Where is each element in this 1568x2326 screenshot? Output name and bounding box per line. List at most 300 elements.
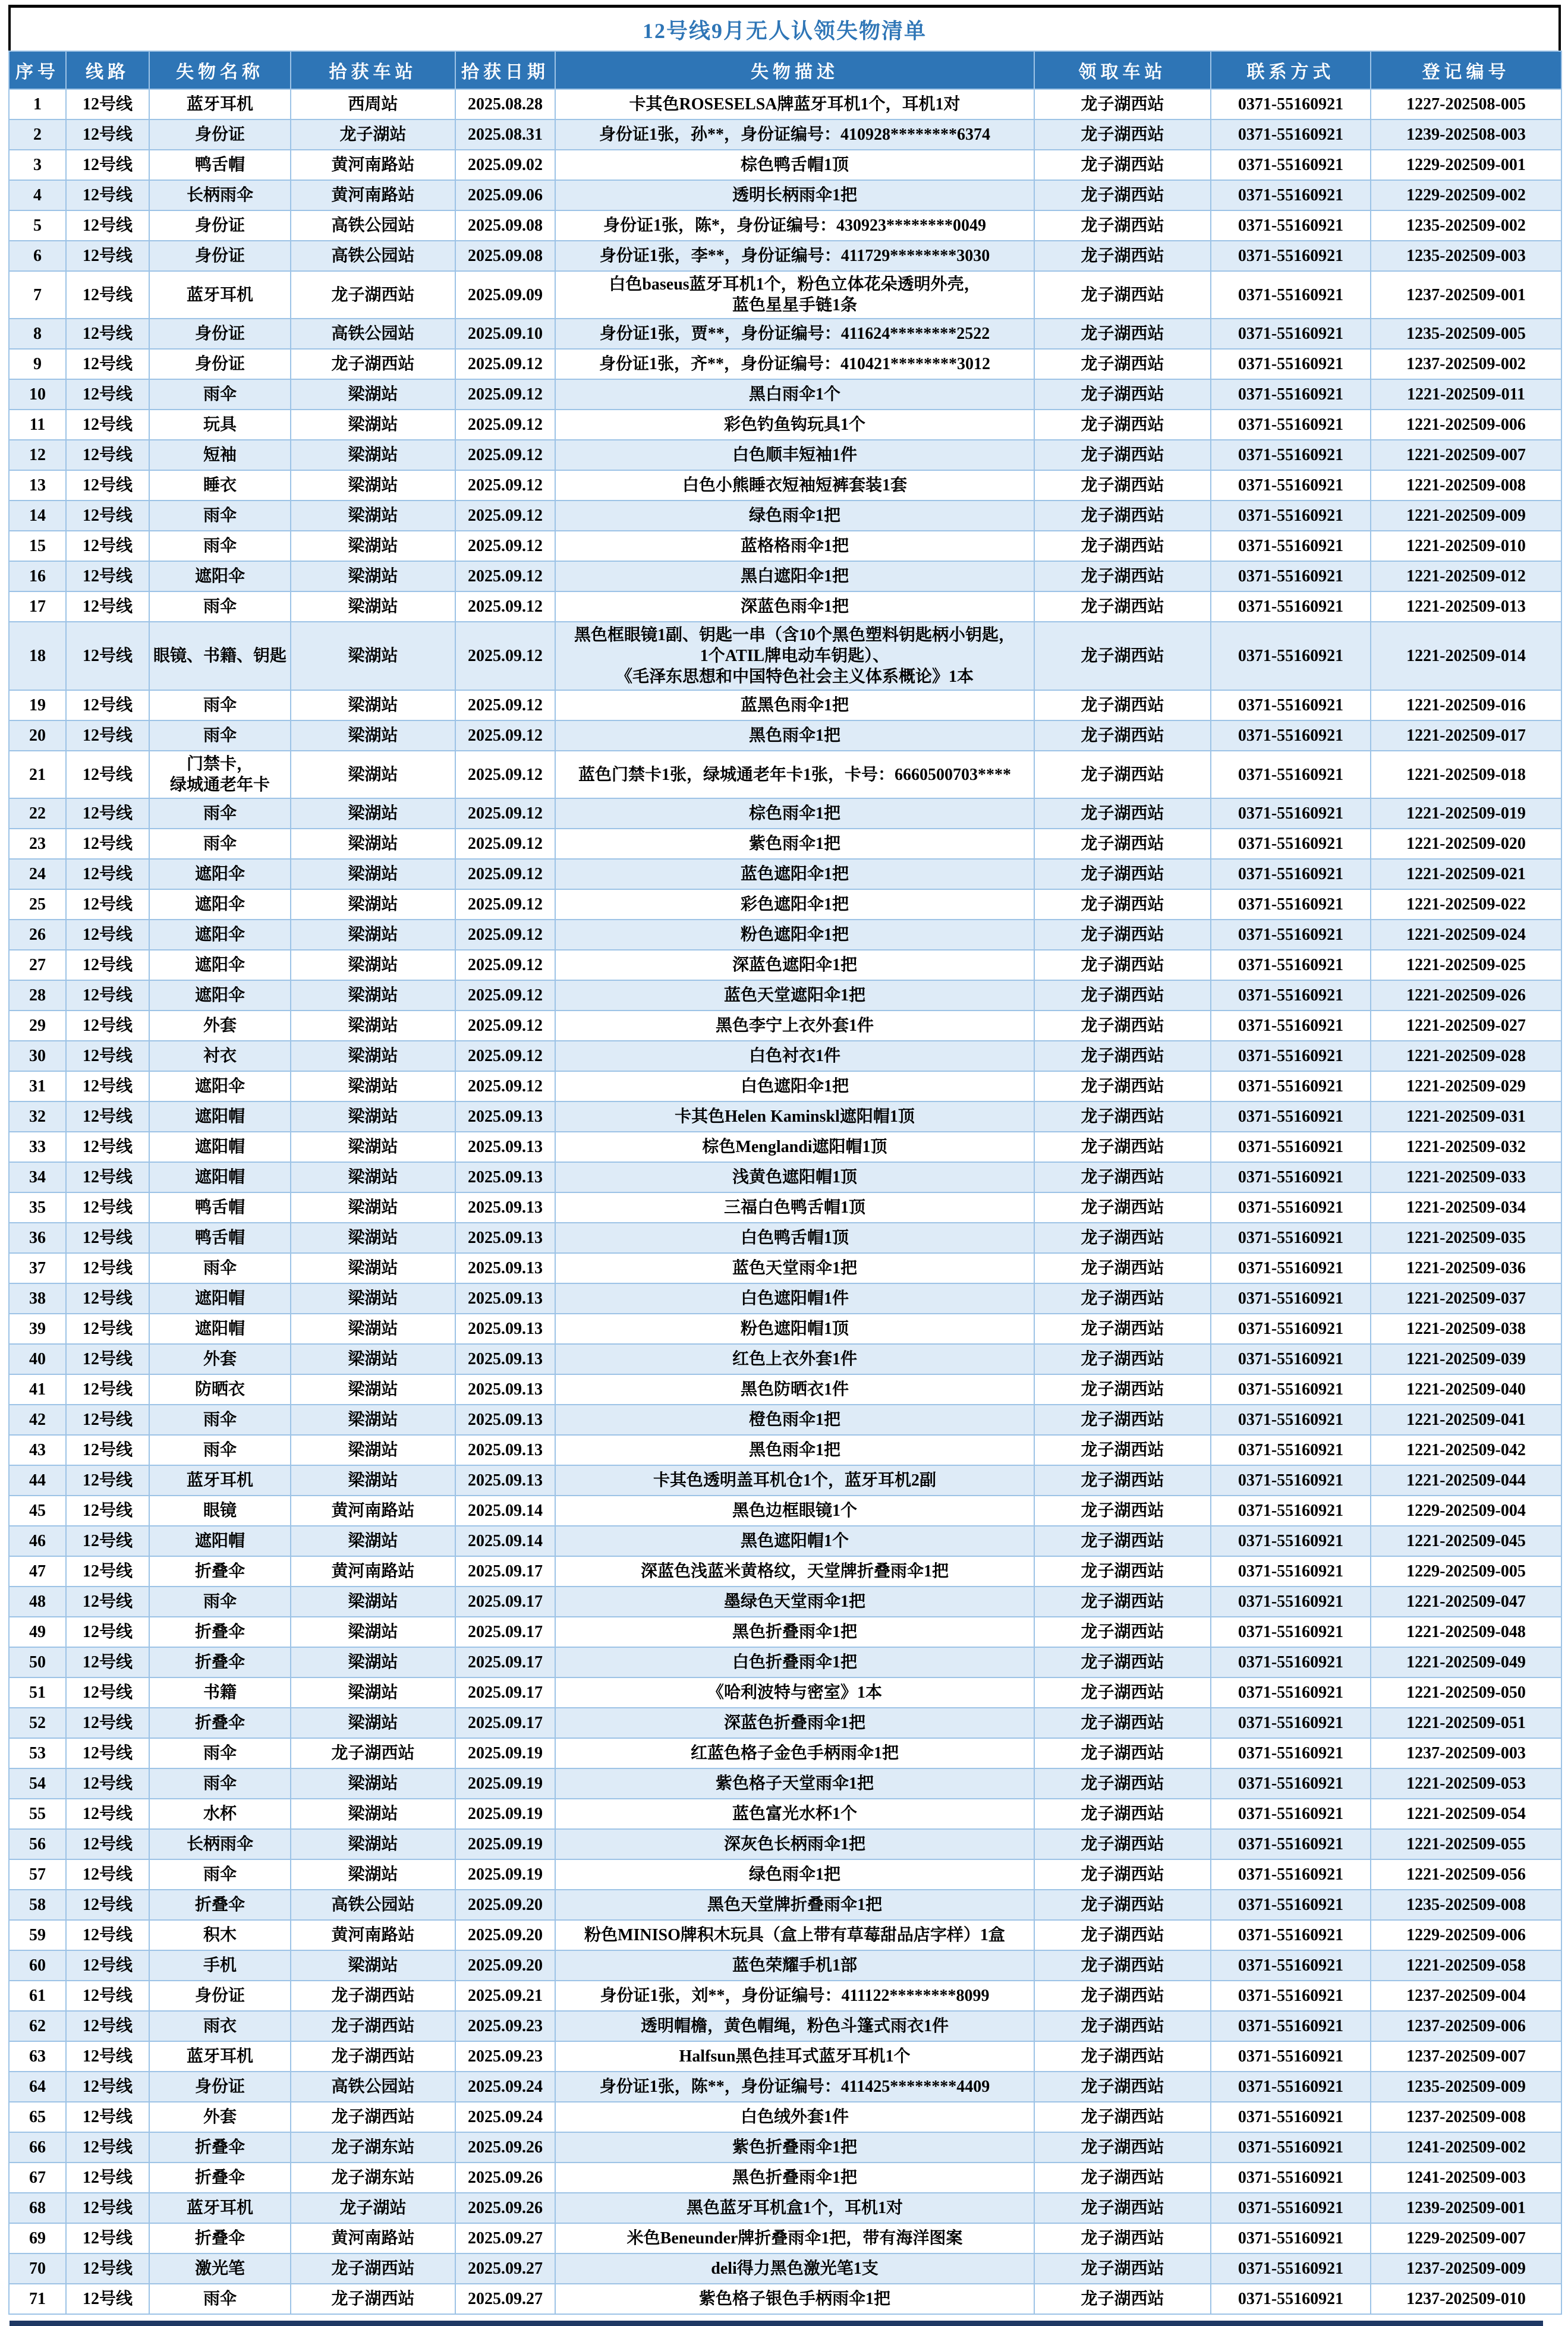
cell-found-station: 梁湖站 <box>291 622 455 690</box>
cell-item-name: 雨伞 <box>149 798 291 829</box>
cell-contact: 0371-55160921 <box>1211 1890 1371 1920</box>
lost-items-sheet <box>8 5 1561 2315</box>
cell-line: 12号线 <box>66 1314 149 1344</box>
cell-line: 12号线 <box>66 2193 149 2223</box>
cell-item-name: 遮阳伞 <box>149 561 291 591</box>
table-row <box>9 1132 1561 1162</box>
cell-contact: 0371-55160921 <box>1211 1041 1371 1071</box>
cell-item-name: 外套 <box>149 2102 291 2132</box>
cell-contact: 0371-55160921 <box>1211 1738 1371 1768</box>
cell-found-station: 梁湖站 <box>291 690 455 720</box>
cell-found-station: 梁湖站 <box>291 980 455 1011</box>
cell-description: 红色上衣外套1件 <box>555 1344 1034 1374</box>
cell-seq: 68 <box>9 2193 66 2223</box>
cell-description: 粉色遮阳伞1把 <box>555 920 1034 950</box>
cell-line: 12号线 <box>66 1041 149 1071</box>
cell-contact: 0371-55160921 <box>1211 889 1371 920</box>
cell-item-name: 雨伞 <box>149 1253 291 1283</box>
cell-description: 粉色MINISO牌积木玩具（盒上带有草莓甜品店字样）1盒 <box>555 1920 1034 1950</box>
cell-registration-no: 1221-202509-058 <box>1371 1950 1561 1981</box>
cell-description: 棕色Menglandi遮阳帽1顶 <box>555 1132 1034 1162</box>
cell-contact: 0371-55160921 <box>1211 1011 1371 1041</box>
cell-contact: 0371-55160921 <box>1211 1617 1371 1647</box>
cell-seq: 55 <box>9 1799 66 1829</box>
cell-item-name: 遮阳伞 <box>149 980 291 1011</box>
cell-registration-no: 1237-202509-004 <box>1371 1981 1561 2011</box>
cell-item-name: 衬衣 <box>149 1041 291 1071</box>
cell-found-station: 龙子湖西站 <box>291 349 455 379</box>
cell-description: 黑色框眼镜1副、钥匙一串（含10个黑色塑料钥匙柄小钥匙，1个ATIL牌电动车钥匙）、《毛泽东思想和中国特色社会主义体系概论》1本 <box>555 622 1034 690</box>
cell-found-station: 梁湖站 <box>291 1374 455 1405</box>
cell-line: 12号线 <box>66 622 149 690</box>
cell-registration-no: 1229-202509-006 <box>1371 1920 1561 1950</box>
cell-pickup-station: 龙子湖西站 <box>1034 271 1211 319</box>
cell-registration-no: 1237-202509-001 <box>1371 271 1561 319</box>
cell-description: 卡其色ROSESELSA牌蓝牙耳机1个，耳机1对 <box>555 89 1034 119</box>
cell-seq: 56 <box>9 1829 66 1859</box>
cell-pickup-station: 龙子湖西站 <box>1034 1556 1211 1587</box>
cell-item-name: 外套 <box>149 1011 291 1041</box>
cell-description: 白色baseus蓝牙耳机1个，粉色立体花朵透明外壳，蓝色星星手链1条 <box>555 271 1034 319</box>
cell-contact: 0371-55160921 <box>1211 1677 1371 1708</box>
cell-found-date: 2025.09.12 <box>455 1041 555 1071</box>
cell-registration-no: 1237-202509-006 <box>1371 2011 1561 2041</box>
cell-found-date: 2025.09.12 <box>455 980 555 1011</box>
cell-registration-no: 1221-202509-009 <box>1371 501 1561 531</box>
cell-found-station: 龙子湖西站 <box>291 2102 455 2132</box>
column-header-registration-no: 登记编号 <box>1371 51 1561 89</box>
cell-pickup-station: 龙子湖西站 <box>1034 798 1211 829</box>
cell-found-date: 2025.09.12 <box>455 690 555 720</box>
cell-description: 米色Beneunder牌折叠雨伞1把，带有海洋图案 <box>555 2223 1034 2253</box>
cell-contact: 0371-55160921 <box>1211 1071 1371 1101</box>
cell-found-date: 2025.09.13 <box>455 1132 555 1162</box>
cell-item-name: 外套 <box>149 1344 291 1374</box>
cell-contact: 0371-55160921 <box>1211 210 1371 241</box>
cell-contact: 0371-55160921 <box>1211 89 1371 119</box>
cell-contact: 0371-55160921 <box>1211 531 1371 561</box>
table-row <box>9 1708 1561 1738</box>
cell-found-date: 2025.09.09 <box>455 271 555 319</box>
cell-found-date: 2025.09.26 <box>455 2132 555 2163</box>
cell-found-station: 高铁公园站 <box>291 1890 455 1920</box>
cell-pickup-station: 龙子湖西站 <box>1034 720 1211 751</box>
cell-registration-no: 1221-202509-055 <box>1371 1829 1561 1859</box>
column-header-found-date: 拾获日期 <box>455 51 555 89</box>
cell-item-name: 短袖 <box>149 440 291 470</box>
cell-seq: 1 <box>9 89 66 119</box>
cell-description: 浅黄色遮阳帽1顶 <box>555 1162 1034 1192</box>
cell-description: 蓝色天堂遮阳伞1把 <box>555 980 1034 1011</box>
cell-description: 蓝黑色雨伞1把 <box>555 690 1034 720</box>
cell-seq: 15 <box>9 531 66 561</box>
cell-item-name: 水杯 <box>149 1799 291 1829</box>
cell-registration-no: 1221-202509-027 <box>1371 1011 1561 1041</box>
cell-item-name: 折叠伞 <box>149 2132 291 2163</box>
cell-registration-no: 1229-202509-001 <box>1371 150 1561 180</box>
table-row <box>9 1374 1561 1405</box>
cell-item-name: 玩具 <box>149 410 291 440</box>
cell-registration-no: 1221-202509-031 <box>1371 1101 1561 1132</box>
cell-found-date: 2025.09.19 <box>455 1829 555 1859</box>
cell-registration-no: 1235-202509-003 <box>1371 241 1561 271</box>
cell-found-date: 2025.09.12 <box>455 751 555 798</box>
cell-contact: 0371-55160921 <box>1211 1647 1371 1677</box>
cell-registration-no: 1221-202509-006 <box>1371 410 1561 440</box>
cell-line: 12号线 <box>66 859 149 889</box>
cell-registration-no: 1239-202509-001 <box>1371 2193 1561 2223</box>
cell-description: 紫色格子天堂雨伞1把 <box>555 1768 1034 1799</box>
table-row <box>9 1344 1561 1374</box>
cell-pickup-station: 龙子湖西站 <box>1034 1465 1211 1496</box>
cell-item-name: 雨伞 <box>149 1859 291 1890</box>
cell-registration-no: 1221-202509-036 <box>1371 1253 1561 1283</box>
cell-registration-no: 1239-202508-003 <box>1371 119 1561 150</box>
table-header <box>9 51 1561 89</box>
cell-found-date: 2025.09.19 <box>455 1768 555 1799</box>
table-row <box>9 1405 1561 1435</box>
cell-found-date: 2025.09.12 <box>455 798 555 829</box>
cell-description: 身份证1张，陈*，身份证编号：430923********0049 <box>555 210 1034 241</box>
cell-description: Halfsun黑色挂耳式蓝牙耳机1个 <box>555 2041 1034 2072</box>
cell-description: 黑色防晒衣1件 <box>555 1374 1034 1405</box>
cell-line: 12号线 <box>66 1101 149 1132</box>
cell-item-name: 书籍 <box>149 1677 291 1708</box>
cell-registration-no: 1221-202509-016 <box>1371 690 1561 720</box>
cell-found-date: 2025.09.12 <box>455 950 555 980</box>
cell-item-name: 折叠伞 <box>149 1647 291 1677</box>
cell-found-date: 2025.09.13 <box>455 1162 555 1192</box>
cell-seq: 7 <box>9 271 66 319</box>
cell-description: 彩色遮阳伞1把 <box>555 889 1034 920</box>
cell-found-date: 2025.09.12 <box>455 829 555 859</box>
cell-line: 12号线 <box>66 920 149 950</box>
cell-registration-no: 1221-202509-028 <box>1371 1041 1561 1071</box>
cell-found-station: 梁湖站 <box>291 1587 455 1617</box>
table-row <box>9 1950 1561 1981</box>
cell-registration-no: 1237-202509-002 <box>1371 349 1561 379</box>
cell-contact: 0371-55160921 <box>1211 440 1371 470</box>
cell-found-station: 梁湖站 <box>291 531 455 561</box>
cell-pickup-station: 龙子湖西站 <box>1034 1283 1211 1314</box>
cell-found-station: 高铁公园站 <box>291 319 455 349</box>
cell-item-name: 折叠伞 <box>149 1617 291 1647</box>
cell-registration-no: 1221-202509-007 <box>1371 440 1561 470</box>
cell-line: 12号线 <box>66 1981 149 2011</box>
table-row <box>9 920 1561 950</box>
table-row <box>9 470 1561 501</box>
cell-pickup-station: 龙子湖西站 <box>1034 561 1211 591</box>
cell-found-station: 黄河南路站 <box>291 2223 455 2253</box>
cell-pickup-station: 龙子湖西站 <box>1034 1374 1211 1405</box>
cell-pickup-station: 龙子湖西站 <box>1034 440 1211 470</box>
cell-line: 12号线 <box>66 1465 149 1496</box>
cell-description: 黑白遮阳伞1把 <box>555 561 1034 591</box>
cell-contact: 0371-55160921 <box>1211 501 1371 531</box>
cell-item-name: 雨伞 <box>149 1405 291 1435</box>
cell-found-date: 2025.09.20 <box>455 1890 555 1920</box>
cell-description: 透明长柄雨伞1把 <box>555 180 1034 210</box>
cell-seq: 57 <box>9 1859 66 1890</box>
cell-registration-no: 1221-202509-041 <box>1371 1405 1561 1435</box>
cell-registration-no: 1221-202509-045 <box>1371 1526 1561 1556</box>
cell-found-station: 梁湖站 <box>291 1950 455 1981</box>
cell-line: 12号线 <box>66 561 149 591</box>
cell-line: 12号线 <box>66 410 149 440</box>
cell-contact: 0371-55160921 <box>1211 180 1371 210</box>
cell-seq: 44 <box>9 1465 66 1496</box>
cell-contact: 0371-55160921 <box>1211 2284 1371 2314</box>
cell-found-date: 2025.09.23 <box>455 2011 555 2041</box>
cell-line: 12号线 <box>66 1344 149 1374</box>
cell-contact: 0371-55160921 <box>1211 920 1371 950</box>
table-row <box>9 1071 1561 1101</box>
cell-found-date: 2025.09.17 <box>455 1677 555 1708</box>
cell-line: 12号线 <box>66 950 149 980</box>
cell-seq: 50 <box>9 1647 66 1677</box>
cell-found-station: 梁湖站 <box>291 440 455 470</box>
cell-registration-no: 1221-202509-054 <box>1371 1799 1561 1829</box>
cell-seq: 45 <box>9 1496 66 1526</box>
cell-found-station: 梁湖站 <box>291 920 455 950</box>
cell-contact: 0371-55160921 <box>1211 1981 1371 2011</box>
cell-found-date: 2025.09.13 <box>455 1314 555 1344</box>
cell-item-name: 激光笔 <box>149 2253 291 2284</box>
cell-line: 12号线 <box>66 1708 149 1738</box>
cell-contact: 0371-55160921 <box>1211 591 1371 622</box>
cell-seq: 54 <box>9 1768 66 1799</box>
cell-registration-no: 1237-202509-007 <box>1371 2041 1561 2072</box>
cell-item-name: 雨伞 <box>149 531 291 561</box>
cell-found-date: 2025.09.13 <box>455 1192 555 1223</box>
cell-found-date: 2025.09.17 <box>455 1556 555 1587</box>
cell-contact: 0371-55160921 <box>1211 2072 1371 2102</box>
table-row <box>9 1981 1561 2011</box>
table-row <box>9 1617 1561 1647</box>
cell-registration-no: 1235-202509-008 <box>1371 1890 1561 1920</box>
table-row <box>9 89 1561 119</box>
cell-line: 12号线 <box>66 2102 149 2132</box>
page-title: 12号线9月无人认领失物清单 <box>642 18 927 43</box>
cell-description: 蓝色门禁卡1张，绿城通老年卡1张，卡号：6660500703**** <box>555 751 1034 798</box>
cell-item-name: 长柄雨伞 <box>149 180 291 210</box>
cell-found-date: 2025.09.12 <box>455 591 555 622</box>
cell-item-name: 身份证 <box>149 2072 291 2102</box>
cell-pickup-station: 龙子湖西站 <box>1034 1101 1211 1132</box>
cell-registration-no: 1221-202509-020 <box>1371 829 1561 859</box>
cell-registration-no: 1221-202509-048 <box>1371 1617 1561 1647</box>
cell-registration-no: 1229-202509-004 <box>1371 1496 1561 1526</box>
cell-found-date: 2025.09.02 <box>455 150 555 180</box>
cell-registration-no: 1221-202509-056 <box>1371 1859 1561 1890</box>
cell-line: 12号线 <box>66 1647 149 1677</box>
cell-contact: 0371-55160921 <box>1211 2253 1371 2284</box>
table-row <box>9 1829 1561 1859</box>
cell-item-name: 蓝牙耳机 <box>149 2041 291 2072</box>
cell-pickup-station: 龙子湖西站 <box>1034 319 1211 349</box>
cell-item-name: 雨伞 <box>149 1587 291 1617</box>
table-row <box>9 1162 1561 1192</box>
cell-registration-no: 1221-202509-011 <box>1371 379 1561 410</box>
cell-found-date: 2025.09.13 <box>455 1435 555 1465</box>
table-row <box>9 1496 1561 1526</box>
cell-pickup-station: 龙子湖西站 <box>1034 1587 1211 1617</box>
cell-pickup-station: 龙子湖西站 <box>1034 1344 1211 1374</box>
cell-item-name: 蓝牙耳机 <box>149 2193 291 2223</box>
cell-contact: 0371-55160921 <box>1211 271 1371 319</box>
cell-item-name: 身份证 <box>149 319 291 349</box>
cell-pickup-station: 龙子湖西站 <box>1034 1768 1211 1799</box>
cell-seq: 26 <box>9 920 66 950</box>
cell-seq: 69 <box>9 2223 66 2253</box>
cell-pickup-station: 龙子湖西站 <box>1034 241 1211 271</box>
cell-seq: 6 <box>9 241 66 271</box>
cell-description: 白色衬衣1件 <box>555 1041 1034 1071</box>
cell-description: 黑色李宁上衣外套1件 <box>555 1011 1034 1041</box>
cell-found-date: 2025.09.08 <box>455 210 555 241</box>
cell-item-name: 眼镜、书籍、钥匙 <box>149 622 291 690</box>
cell-registration-no: 1221-202509-026 <box>1371 980 1561 1011</box>
cell-contact: 0371-55160921 <box>1211 119 1371 150</box>
cell-found-station: 梁湖站 <box>291 1859 455 1890</box>
cell-item-name: 遮阳伞 <box>149 1071 291 1101</box>
cell-seq: 17 <box>9 591 66 622</box>
cell-line: 12号线 <box>66 591 149 622</box>
cell-seq: 32 <box>9 1101 66 1132</box>
cell-pickup-station: 龙子湖西站 <box>1034 2223 1211 2253</box>
cell-item-name: 遮阳帽 <box>149 1132 291 1162</box>
cell-description: 紫色雨伞1把 <box>555 829 1034 859</box>
cell-contact: 0371-55160921 <box>1211 1829 1371 1859</box>
cell-pickup-station: 龙子湖西站 <box>1034 920 1211 950</box>
cell-contact: 0371-55160921 <box>1211 150 1371 180</box>
table-row <box>9 980 1561 1011</box>
cell-seq: 9 <box>9 349 66 379</box>
cell-description: 白色遮阳伞1把 <box>555 1071 1034 1101</box>
cell-line: 12号线 <box>66 889 149 920</box>
table-row <box>9 829 1561 859</box>
cell-seq: 42 <box>9 1405 66 1435</box>
table-row <box>9 1677 1561 1708</box>
cell-found-station: 龙子湖西站 <box>291 2011 455 2041</box>
cell-found-date: 2025.09.10 <box>455 319 555 349</box>
cell-pickup-station: 龙子湖西站 <box>1034 1223 1211 1253</box>
cell-found-station: 梁湖站 <box>291 591 455 622</box>
cell-found-station: 梁湖站 <box>291 1677 455 1708</box>
table-body <box>9 89 1561 2314</box>
cell-pickup-station: 龙子湖西站 <box>1034 1496 1211 1526</box>
cell-line: 12号线 <box>66 1071 149 1101</box>
cell-found-station: 梁湖站 <box>291 1465 455 1496</box>
cell-pickup-station: 龙子湖西站 <box>1034 1981 1211 2011</box>
table-row <box>9 1253 1561 1283</box>
cell-found-station: 高铁公园站 <box>291 210 455 241</box>
cell-found-date: 2025.09.12 <box>455 379 555 410</box>
cell-pickup-station: 龙子湖西站 <box>1034 1617 1211 1647</box>
cell-line: 12号线 <box>66 1617 149 1647</box>
table-row <box>9 1465 1561 1496</box>
column-header-contact: 联系方式 <box>1211 51 1371 89</box>
cell-seq: 20 <box>9 720 66 751</box>
cell-pickup-station: 龙子湖西站 <box>1034 1647 1211 1677</box>
cell-item-name: 门禁卡，绿城通老年卡 <box>149 751 291 798</box>
column-header-pickup-station: 领取车站 <box>1034 51 1211 89</box>
cell-found-station: 龙子湖西站 <box>291 271 455 319</box>
cell-found-date: 2025.09.12 <box>455 920 555 950</box>
cell-contact: 0371-55160921 <box>1211 1465 1371 1496</box>
cell-found-station: 梁湖站 <box>291 720 455 751</box>
cell-contact: 0371-55160921 <box>1211 1192 1371 1223</box>
cell-found-station: 梁湖站 <box>291 751 455 798</box>
cell-item-name: 折叠伞 <box>149 1708 291 1738</box>
cell-registration-no: 1221-202509-022 <box>1371 889 1561 920</box>
cell-contact: 0371-55160921 <box>1211 349 1371 379</box>
cell-pickup-station: 龙子湖西站 <box>1034 1435 1211 1465</box>
cell-seq: 4 <box>9 180 66 210</box>
cell-contact: 0371-55160921 <box>1211 241 1371 271</box>
cell-description: 三福白色鸭舌帽1顶 <box>555 1192 1034 1223</box>
cell-description: 蓝格格雨伞1把 <box>555 531 1034 561</box>
cell-line: 12号线 <box>66 119 149 150</box>
cell-seq: 43 <box>9 1435 66 1465</box>
cell-item-name: 雨伞 <box>149 720 291 751</box>
cell-seq: 21 <box>9 751 66 798</box>
cell-found-station: 梁湖站 <box>291 798 455 829</box>
cell-line: 12号线 <box>66 1283 149 1314</box>
cell-registration-no: 1221-202509-033 <box>1371 1162 1561 1192</box>
cell-line: 12号线 <box>66 180 149 210</box>
cell-description: 蓝色富光水杯1个 <box>555 1799 1034 1829</box>
cell-pickup-station: 龙子湖西站 <box>1034 1041 1211 1071</box>
cell-description: 身份证1张，孙**，身份证编号：410928********6374 <box>555 119 1034 150</box>
cell-found-date: 2025.09.12 <box>455 349 555 379</box>
cell-item-name: 雨伞 <box>149 1738 291 1768</box>
cell-item-name: 遮阳伞 <box>149 950 291 980</box>
cell-description: 深蓝色折叠雨伞1把 <box>555 1708 1034 1738</box>
table-row <box>9 2132 1561 2163</box>
table-row <box>9 2193 1561 2223</box>
cell-found-station: 梁湖站 <box>291 1405 455 1435</box>
cell-description: 黑色遮阳帽1个 <box>555 1526 1034 1556</box>
cell-item-name: 眼镜 <box>149 1496 291 1526</box>
column-header-item-name: 失物名称 <box>149 51 291 89</box>
cell-contact: 0371-55160921 <box>1211 622 1371 690</box>
cell-pickup-station: 龙子湖西站 <box>1034 859 1211 889</box>
cell-pickup-station: 龙子湖西站 <box>1034 1071 1211 1101</box>
table-row <box>9 889 1561 920</box>
cell-found-station: 黄河南路站 <box>291 180 455 210</box>
cell-seq: 18 <box>9 622 66 690</box>
cell-found-date: 2025.09.14 <box>455 1526 555 1556</box>
cell-found-date: 2025.09.19 <box>455 1859 555 1890</box>
cell-registration-no: 1221-202509-014 <box>1371 622 1561 690</box>
table-row <box>9 1587 1561 1617</box>
cell-found-station: 梁湖站 <box>291 829 455 859</box>
cell-found-station: 西周站 <box>291 89 455 119</box>
cell-seq: 36 <box>9 1223 66 1253</box>
cell-found-station: 黄河南路站 <box>291 1556 455 1587</box>
cell-seq: 49 <box>9 1617 66 1647</box>
cell-registration-no: 1237-202509-003 <box>1371 1738 1561 1768</box>
cell-line: 12号线 <box>66 1829 149 1859</box>
cell-found-station: 梁湖站 <box>291 1314 455 1344</box>
table-row <box>9 1011 1561 1041</box>
cell-found-date: 2025.09.13 <box>455 1283 555 1314</box>
cell-found-date: 2025.09.14 <box>455 1496 555 1526</box>
cell-line: 12号线 <box>66 470 149 501</box>
cell-line: 12号线 <box>66 1556 149 1587</box>
cell-description: 棕色鸭舌帽1顶 <box>555 150 1034 180</box>
